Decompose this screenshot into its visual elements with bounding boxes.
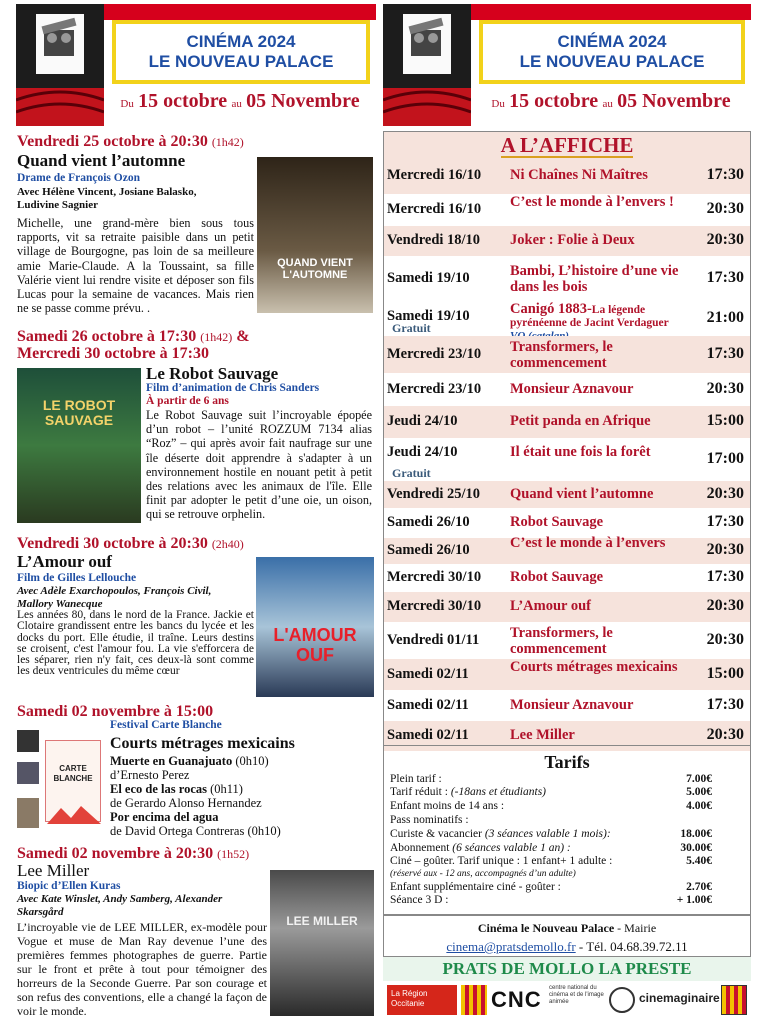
affiche-day: Mercredi 16/10 <box>387 201 482 217</box>
film-miller-title: Lee Miller <box>17 861 90 880</box>
poster-automne: QUAND VIENT L'AUTOMNE <box>257 157 373 313</box>
cinemaginaire-logo: cinemaginaire <box>639 991 720 1005</box>
affiche-movie <box>510 232 700 248</box>
affiche-movie <box>510 167 700 183</box>
film-miller-genre: Biopic d’Ellen Kuras <box>17 880 121 892</box>
tarif-label <box>390 828 611 841</box>
affiche-row <box>384 481 750 508</box>
film-automne-synopsis: Michelle, une grand-mère bien sous tous rapports, vit sa retraite paisible dans un petit village de Bourgogne, pas loin de sa meilleure amie Marie-Claude. A la Toussaint, sa fille Valérie vient lui rendre visite et déposer son fils Lucas pour la semaine de vacances. Mais rien ne se passe comme prévu. . <box>17 216 254 316</box>
affiche-movie <box>510 514 700 530</box>
tarif-label <box>390 855 612 868</box>
affiche-day: Samedi 19/10 <box>387 270 470 286</box>
affiche-movie-title: Transformers, le commencement <box>510 625 613 657</box>
dates-start: 15 octobre <box>138 90 228 112</box>
affiche-row <box>384 194 750 226</box>
affiche-movie-title: Robot Sauvage <box>510 569 604 585</box>
affiche-time: 20:30 <box>706 231 744 248</box>
film-courts-festival: Festival Carte Blanche <box>110 719 222 731</box>
affiche-time: 17:30 <box>706 568 744 585</box>
tarif-price: 30.00€ <box>680 842 712 854</box>
tarif-label-text: (réservé aux - 12 ans, accompagnés d’un adulte) <box>390 869 576 879</box>
tarif-note: (-18ans et étudiants) <box>450 786 547 798</box>
film-robot-date: Samedi 26 octobre à 17:30 (1h42) & <box>17 328 250 345</box>
tarif-note: (3 séances valable 1 mois): <box>484 828 611 840</box>
affiche-row <box>384 508 750 538</box>
header-left <box>16 4 376 126</box>
contact-name: Cinéma le Nouveau Palace <box>477 921 615 935</box>
affiche-time: 15:00 <box>706 412 744 429</box>
affiche-movie-extra: La légende pyrénéenne de Jacint Verdaguer <box>510 304 669 329</box>
film-courts-date: Samedi 02 novembre à 15:00 <box>17 703 214 720</box>
affiche-time: 17:30 <box>706 513 744 530</box>
tarif-price: 7.00€ <box>686 773 712 785</box>
affiche-movie <box>510 413 700 429</box>
contact-phone: - Tél. 04.68.39.72.11 <box>578 939 688 954</box>
affiche-row <box>384 622 750 659</box>
contact-email-link[interactable]: cinema@pratsdemollo.fr <box>446 939 576 954</box>
film-courts-title: Courts métrages mexicains <box>110 735 295 752</box>
affiche-movie <box>510 569 700 585</box>
affiche-movie-title: Transformers, le commencement <box>510 339 613 371</box>
affiche-movie <box>510 625 700 657</box>
affiche-time: 17:30 <box>706 269 744 286</box>
tarif-label <box>390 814 469 827</box>
film-automne-genre: Drame de François Ozon <box>17 172 140 184</box>
film-automne-date: Vendredi 25 octobre à 20:30 (1h42) <box>17 133 244 150</box>
courts-f2: El eco de las rocas <box>110 782 207 796</box>
tarif-label <box>390 773 442 786</box>
affiche-row <box>384 564 750 592</box>
header-dates <box>471 84 751 126</box>
film-robot-title: Le Robot Sauvage <box>146 364 279 383</box>
courts-f1: Muerte en Guanajuato <box>110 754 233 768</box>
affiche-row <box>384 302 750 336</box>
affiche-day: Samedi 02/11 <box>387 727 469 743</box>
contact-box <box>383 915 751 957</box>
tarif-label-text: Curiste & vacancier <box>390 828 482 840</box>
affiche-row <box>384 256 750 302</box>
film-miller-synopsis: L’incroyable vie de LEE MILLER, ex-modèle pour Vogue et muse de Man Ray devenue l’une des premières femmes photographes de guerre. Partie sur le front et prête à tout pour témoigner des horreurs de la Seconde Guerre. Par son courage et son refus des conventions, elle a changé la façon de voir le monde. <box>17 920 267 1018</box>
courts-f2-by: de Gerardo Alonso Hernandez <box>110 796 262 810</box>
affiche-movie-title: Lee Miller <box>510 727 575 743</box>
tarif-note: (6 séances valable 1 an) : <box>452 842 571 854</box>
affiche-movie <box>510 535 700 551</box>
affiche-movie <box>510 444 700 460</box>
affiche-movie <box>510 486 700 502</box>
tarif-price: + 1.00€ <box>676 894 712 906</box>
affiche-day: Mercredi 23/10 <box>387 381 482 397</box>
tarif-price: 5.40€ <box>686 855 712 867</box>
affiche-movie <box>510 659 700 675</box>
affiche-movie-title: C’est le monde à l’envers <box>510 535 666 551</box>
dates-start: 15 octobre <box>509 90 599 112</box>
affiche-movie-title: Canigó 1883- <box>510 301 592 317</box>
film-miller-cast: Avec Kate Winslet, Andy Samberg, Alexander Skarsgård <box>17 893 223 918</box>
affiche-day: Mercredi 30/10 <box>387 598 482 614</box>
affiche-movie-title: C’est le monde à l’envers ! <box>510 194 674 210</box>
tarif-label <box>390 881 561 894</box>
affiche-movie <box>510 263 700 295</box>
film-automne-title: Quand vient l’automne <box>17 151 186 170</box>
occitanie-logo: La Région Occitanie <box>387 985 457 1015</box>
poster-robot: LE ROBOT SAUVAGE <box>17 368 141 523</box>
film-amour-cast: Avec Adèle Exarchopoulos, François Civil, Mallory Wanecque <box>17 585 212 610</box>
header-title-line1: CINÉMA 2024 <box>186 32 296 51</box>
film-amour-title: L’Amour ouf <box>17 552 112 571</box>
film-robot-genre: Film d’animation de Chris Sanders <box>146 382 320 394</box>
tarif-label <box>390 842 571 855</box>
affiche-row <box>384 438 750 481</box>
affiche-time: 20:30 <box>706 597 744 614</box>
cinema-logo <box>383 4 471 126</box>
affiche-day: Samedi 02/11 <box>387 697 469 713</box>
affiche-movie <box>510 697 700 713</box>
header-right <box>383 4 751 126</box>
dates-du: Du <box>491 98 505 110</box>
tarif-price: 4.00€ <box>686 800 712 812</box>
affiche-row <box>384 659 750 690</box>
affiche-time: 15:00 <box>706 665 744 682</box>
partner-logos <box>383 981 751 1019</box>
courts-f2-dur: (0h11) <box>210 782 243 796</box>
affiche-row <box>384 158 750 194</box>
header-title-box <box>112 20 370 84</box>
affiche-title: A L’AFFICHE <box>384 132 750 158</box>
affiche-table <box>383 131 751 745</box>
affiche-time: 17:30 <box>706 696 744 713</box>
affiche-row <box>384 373 750 406</box>
tarif-label <box>390 894 448 907</box>
town-crest <box>721 985 747 1015</box>
affiche-movie-title: Monsieur Aznavour <box>510 381 634 397</box>
affiche-row <box>384 226 750 256</box>
poster-amour: L'AMOUR OUF <box>256 557 374 697</box>
affiche-time: 17:30 <box>706 345 744 362</box>
affiche-time: 17:00 <box>706 450 744 467</box>
affiche-day: Mercredi 30/10 <box>387 569 482 585</box>
affiche-time: 21:00 <box>706 309 744 326</box>
affiche-movie-title: Joker : Folie à Deux <box>510 232 635 248</box>
affiche-movie-title: Ni Chaînes Ni Maîtres <box>510 167 648 183</box>
tarif-label-text: Tarif réduit : <box>390 786 448 798</box>
film-amour-date: Vendredi 30 octobre à 20:30 (2h40) <box>17 535 244 552</box>
affiche-day: Vendredi 18/10 <box>387 232 481 248</box>
tarif-label <box>390 800 504 813</box>
courts-f3-by: de David Ortega Contreras (0h10) <box>110 824 281 838</box>
cnc-logo: CNC <box>491 987 542 1012</box>
dates-end: 05 Novembre <box>246 90 360 112</box>
tarif-label-text: Enfant supplémentaire ciné - goûter : <box>390 881 561 893</box>
affiche-note: Gratuit <box>392 321 431 335</box>
film-robot-synopsis: Le Robot Sauvage suit l’incroyable épopée d’un robot – l’unité ROZZUM 7134 alias “Roz” – qui après avoir fait naufrage sur une île déserte doit apprendre à s'adapter à un environnement hostile en nouant petit à petit des relations avec les animaux de l'île. Elle finit par adopter le petit d’une oie, un oison, qui se retrouve orphelin. <box>146 408 372 522</box>
affiche-movie-title: Monsieur Aznavour <box>510 697 634 713</box>
tarifs-box <box>383 745 751 915</box>
tarif-price: 18.00€ <box>680 828 712 840</box>
header-title-box <box>479 20 745 84</box>
affiche-movie-title: Courts métrages mexicains <box>510 659 678 675</box>
header-title-line2: LE NOUVEAU PALACE <box>148 52 334 71</box>
affiche-movie <box>510 194 700 210</box>
affiche-time: 20:30 <box>706 726 744 743</box>
affiche-day: Mercredi 16/10 <box>387 167 482 183</box>
affiche-time: 20:30 <box>706 541 744 558</box>
affiche-day: Vendredi 25/10 <box>387 486 481 502</box>
tarif-label-text: Pass nominatifs : <box>390 814 469 826</box>
cinemaginaire-icon <box>609 987 635 1013</box>
affiche-movie-title: Il était une fois la forêt <box>510 444 651 460</box>
tarif-label <box>390 786 546 799</box>
contact-line1 <box>384 921 750 936</box>
dates-au: au <box>602 98 613 110</box>
affiche-day: Samedi 26/10 <box>387 514 470 530</box>
dates-du: Du <box>120 98 134 110</box>
affiche-day: Vendredi 01/11 <box>387 632 480 648</box>
film-courts-list <box>110 754 281 838</box>
poster-courts: CARTE BLANCHE <box>17 726 105 834</box>
affiche-day: Samedi 26/10 <box>387 542 470 558</box>
affiche-movie <box>510 598 700 614</box>
affiche-movie-title: Robot Sauvage <box>510 514 604 530</box>
film-robot-date2: Mercredi 30 octobre à 17:30 <box>17 345 209 362</box>
film-amour-synopsis: Les années 80, dans le nord de la France. Jackie et Clotaire grandissent entre les bancs du lycée et les docks du port. Elle étudie, il traîne. Leurs destins se croisent, c'est l'amour fou. La vie s'efforcera de les séparer, rien n'y fait, ces deux-là sont comme les deux ventricules du même cœur <box>17 609 254 678</box>
town-banner: PRATS DE MOLLO LA PRESTE <box>383 957 751 981</box>
affiche-movie-title: Petit panda en Afrique <box>510 413 651 429</box>
film-robot-age: À partir de 6 ans <box>146 395 229 407</box>
tarif-label <box>390 868 576 881</box>
affiche-row <box>384 690 750 721</box>
affiche-day: Jeudi 24/10 <box>387 413 458 429</box>
affiche-day: Samedi 19/10 <box>387 308 470 324</box>
dates-end: 05 Novembre <box>617 90 731 112</box>
affiche-time: 20:30 <box>706 631 744 648</box>
contact-suffix: - Mairie <box>617 921 657 935</box>
affiche-note: Gratuit <box>392 466 431 480</box>
affiche-movie <box>510 381 700 397</box>
tarif-price: 2.70€ <box>686 881 712 893</box>
catalan-logo <box>461 985 487 1015</box>
affiche-row <box>384 535 750 564</box>
affiche-movie <box>510 727 700 743</box>
cinema-logo <box>16 4 104 126</box>
tarif-label-text: Séance 3 D : <box>390 894 449 906</box>
affiche-time: 20:30 <box>706 485 744 502</box>
courts-f1-by: d’Ernesto Perez <box>110 768 190 782</box>
header-dates <box>104 84 376 126</box>
dates-au: au <box>231 98 242 110</box>
header-title-line2: LE NOUVEAU PALACE <box>519 52 705 71</box>
affiche-movie-title: L’Amour ouf <box>510 598 591 614</box>
tarif-label-text: Ciné – goûter. Tarif unique : 1 enfant+ 1 adulte : <box>390 855 613 867</box>
affiche-movie-title: Quand vient l’automne <box>510 486 654 502</box>
courts-f3: Por encima del agua <box>110 810 219 824</box>
affiche-movie-title: Bambi, L’histoire d’une vie dans les bois <box>510 263 679 295</box>
affiche-time: 20:30 <box>706 200 744 217</box>
tarif-price: 5.00€ <box>686 786 712 798</box>
contact-line2 <box>384 939 750 955</box>
poster-miller: LEE MILLER <box>270 870 374 1016</box>
cnc-subtitle: centre national du cinéma et de l'image animée <box>549 985 604 1005</box>
tarif-label-text: Abonnement <box>390 842 450 854</box>
affiche-day: Mercredi 23/10 <box>387 346 482 362</box>
tarif-label-text: Plein tarif : <box>390 773 442 785</box>
affiche-day: Jeudi 24/10 <box>387 444 458 460</box>
courts-f1-dur: (0h10) <box>235 754 269 768</box>
affiche-row <box>384 336 750 373</box>
header-title-line1: CINÉMA 2024 <box>557 32 667 51</box>
film-amour-genre: Film de Gilles Lellouche <box>17 572 137 584</box>
film-automne-cast: Avec Hélène Vincent, Josiane Balasko, Ludivine Sagnier <box>17 186 197 211</box>
affiche-time: 17:30 <box>706 166 744 183</box>
affiche-row <box>384 592 750 622</box>
film-miller-date: Samedi 02 novembre à 20:30 (1h52) <box>17 845 250 862</box>
tarifs-title: Tarifs <box>544 752 590 772</box>
affiche-day: Samedi 02/11 <box>387 666 469 682</box>
tarif-label-text: Enfant moins de 14 ans : <box>390 800 505 812</box>
affiche-movie <box>510 339 700 371</box>
affiche-time: 20:30 <box>706 380 744 397</box>
affiche-row <box>384 406 750 438</box>
